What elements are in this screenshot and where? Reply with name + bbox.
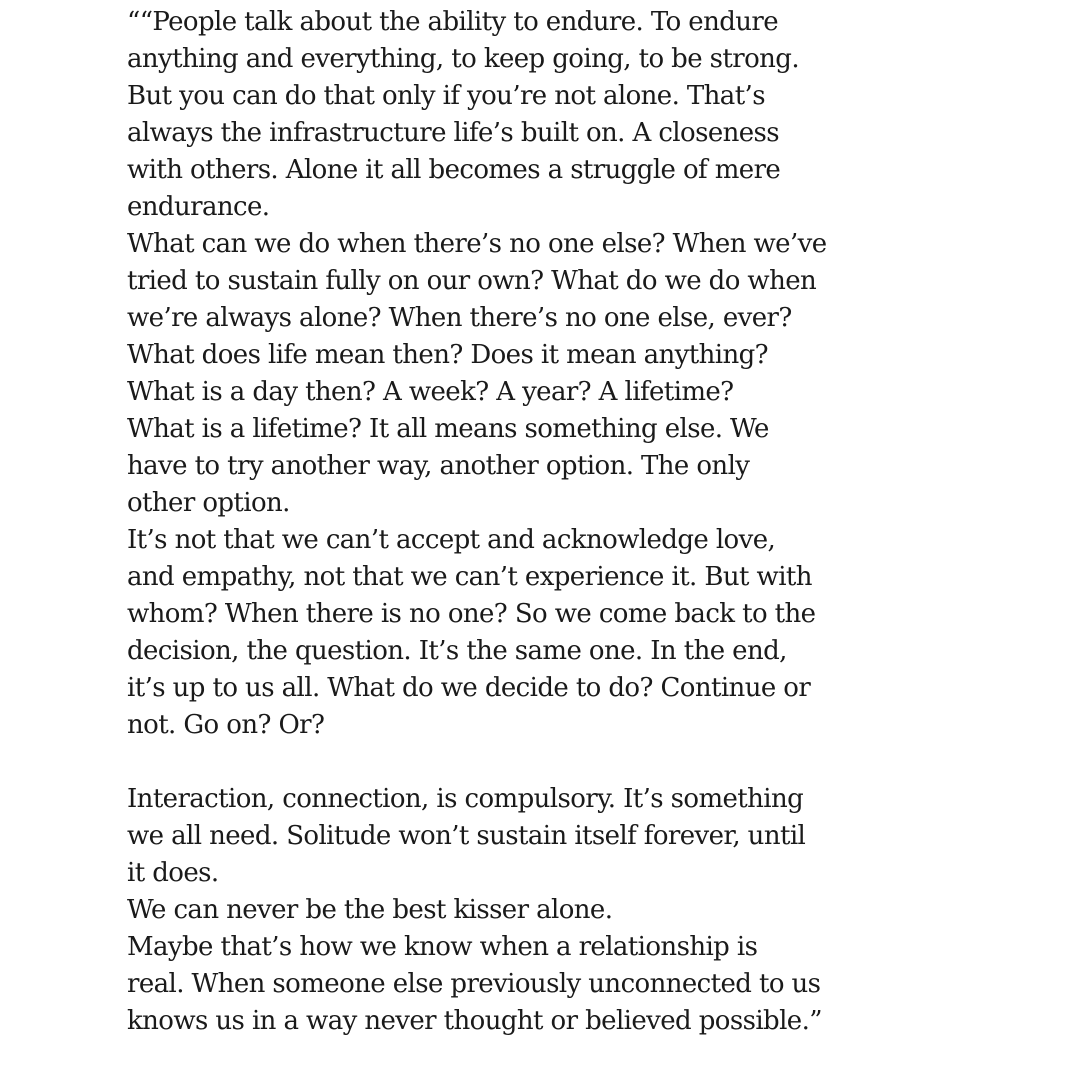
quote-line: What is a day then? A week? A year? A lifetime? — [127, 377, 734, 407]
quote-line: Maybe that’s how we know when a relationship is — [127, 932, 758, 962]
quote-line: What can we do when there’s no one else? When we’ve — [127, 229, 827, 259]
quote-line: always the infrastructure life’s built on. A closeness — [127, 118, 780, 148]
quote-line: It’s not that we can’t accept and acknowledge love, — [127, 525, 776, 555]
quote-line: knows us in a way never thought or believed possible.” — [127, 1006, 822, 1036]
quote-line: ““People talk about the ability to endure. To endure — [127, 7, 779, 37]
quote-line: tried to sustain fully on our own? What do we do when — [127, 266, 817, 296]
quote-line: not. Go on? Or? — [127, 710, 325, 740]
quote-line: anything and everything, to keep going, to be strong. — [127, 44, 799, 74]
quote-line: But you can do that only if you’re not alone. That’s — [127, 81, 765, 111]
quote-line: we all need. Solitude won’t sustain itself forever, until — [127, 821, 806, 851]
quote-line: real. When someone else previously unconnected to us — [127, 969, 821, 999]
quote-line: we’re always alone? When there’s no one else, ever? — [127, 303, 792, 333]
quote-line: We can never be the best kisser alone. — [127, 895, 613, 925]
quote-line: endurance. — [127, 192, 270, 222]
quote-line: Interaction, connection, is compulsory. It’s something — [127, 784, 804, 814]
quote-line: What does life mean then? Does it mean anything? — [127, 340, 769, 370]
quote-text-block — [127, 4, 1027, 1040]
quote-line: with others. Alone it all becomes a struggle of mere — [127, 155, 781, 185]
quote-line: it does. — [127, 858, 219, 888]
quote-line: whom? When there is no one? So we come back to the — [127, 599, 816, 629]
quote-line: it’s up to us all. What do we decide to do? Continue or — [127, 673, 811, 703]
paragraph-gap — [127, 744, 1027, 781]
quote-line: have to try another way, another option. The only — [127, 451, 750, 481]
quote-line: other option. — [127, 488, 290, 518]
quote-line: and empathy, not that we can’t experience it. But with — [127, 562, 812, 592]
quote-line: What is a lifetime? It all means something else. We — [127, 414, 769, 444]
quote-line: decision, the question. It’s the same one. In the end, — [127, 636, 787, 666]
